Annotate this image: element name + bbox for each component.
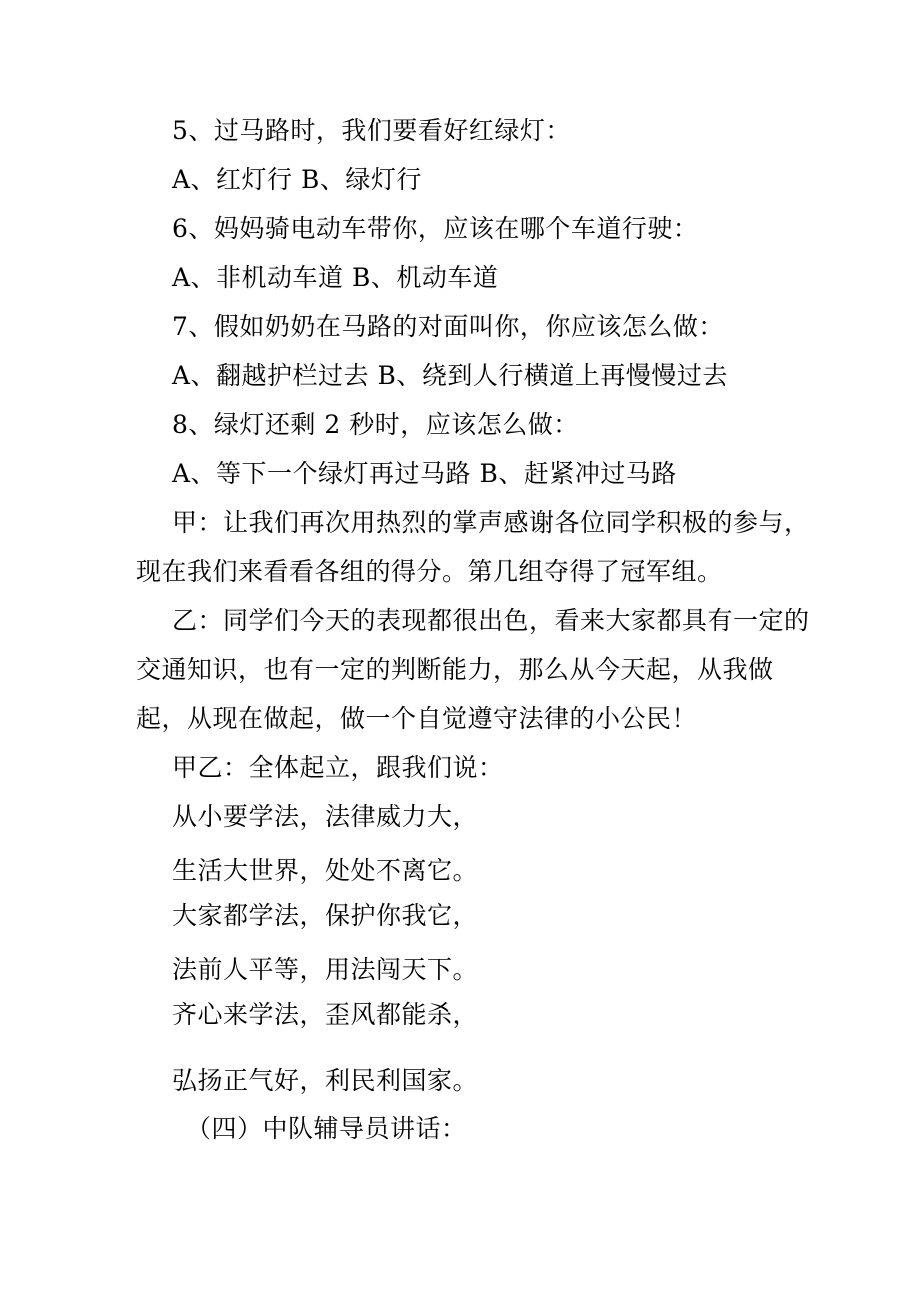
section-heading: （四）中队辅导员讲话： xyxy=(186,1114,467,1143)
question-5: 5、过马路时，我们要看好红绿灯： xyxy=(172,116,571,145)
question-7-options: A、翻越护栏过去 B、绕到人行横道上再慢慢过去 xyxy=(172,361,728,390)
question-6-options: A、非机动车道 B、机动车道 xyxy=(172,263,499,292)
question-5-options: A、红灯行 B、绿灯行 xyxy=(172,165,422,194)
question-8: 8、绿灯还剩 2 秒时，应该怎么做： xyxy=(172,410,579,439)
speaker-jia-line-1: 甲：让我们再次用热烈的掌声感谢各位同学积极的参与， xyxy=(172,508,810,537)
chant-line-4: 法前人平等，用法闯天下。 xyxy=(172,955,479,984)
speaker-jia-line-2: 现在我们来看看各组的得分。第几组夺得了冠军组。 xyxy=(136,557,723,586)
speaker-yi-line-1: 乙：同学们今天的表现都很出色，看来大家都具有一定的 xyxy=(172,606,810,635)
question-8-options: A、等下一个绿灯再过马路 B、赶紧冲过马路 xyxy=(172,459,677,488)
chant-line-6: 弘扬正气好，利民利国家。 xyxy=(172,1066,479,1095)
question-6: 6、妈妈骑电动车带你，应该在哪个车道行驶： xyxy=(172,214,699,243)
chant-line-1: 从小要学法，法律威力大， xyxy=(172,802,479,831)
speaker-jiayi-line: 甲乙：全体起立，跟我们说： xyxy=(172,753,504,782)
speaker-yi-line-2: 交通知识，也有一定的判断能力，那么从今天起，从我做 xyxy=(136,655,774,684)
speaker-yi-line-3: 起，从现在做起，做一个自觉遵守法律的小公民！ xyxy=(136,704,698,733)
chant-line-2: 生活大世界，处处不离它。 xyxy=(172,856,479,885)
chant-line-5: 齐心来学法，歪风都能杀， xyxy=(172,1000,479,1029)
question-7: 7、假如奶奶在马路的对面叫你，你应该怎么做： xyxy=(172,312,724,341)
chant-line-3: 大家都学法，保护你我它， xyxy=(172,901,479,930)
